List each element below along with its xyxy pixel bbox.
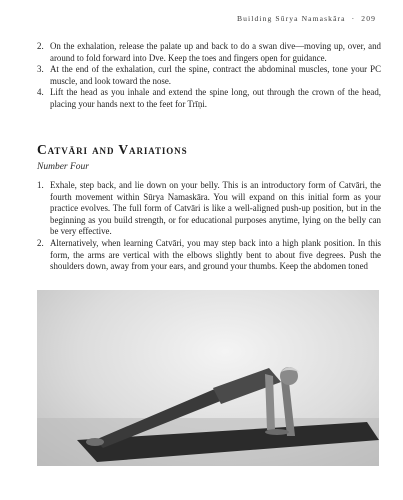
list-item-number: 1. xyxy=(37,180,44,190)
list-item-number: 2. xyxy=(37,41,44,51)
running-head xyxy=(237,14,376,23)
list-item-number: 3. xyxy=(37,64,44,75)
list-item-text: On the exhalation, release the palate up and back to do a swan dive—moving up, over, and around to fold forward into Dve. Keep the toes and fingers open for guidance. xyxy=(50,41,381,63)
page-number: 209 xyxy=(361,14,376,23)
list-item-text: At the end of the exhalation, curl the spine, contract the abdominal muscles, tone your PC muscle, and look toward the nose. xyxy=(50,64,381,86)
list-item-text: Exhale, step back, and lie down on your belly. This is an introductory form of Catvāri, the fourth movement within Sūrya Namaskāra. You will expand on this initial form as your practice evolves. The full form of Catvāri is like a well-aligned push-up position, but in the beginning as you build strength, or for educational purposes anytime, lying on the belly can be very effective. xyxy=(50,180,381,237)
numbered-list-section xyxy=(37,180,381,273)
list-item-text: Lift the head as you inhale and extend the spine long, out through the crown of the head, placing your hands next to the feet for Trīṇi. xyxy=(50,87,381,109)
list-item xyxy=(37,180,381,238)
list-item-text: Alternatively, when learning Catvāri, you may step back into a high plank position. In this form, the arms are vertical with the elbows slightly bent to about five degrees. Push the shoulders down, away from your ears, and ground your thumbs. Keep the abdomen toned xyxy=(50,237,381,272)
section-subtitle: Number Four xyxy=(37,162,89,172)
list-item-number: 2. xyxy=(37,237,44,248)
list-item xyxy=(37,87,381,110)
running-title: Building Sūrya Namaskāra xyxy=(237,14,346,23)
feet xyxy=(86,438,104,446)
list-item xyxy=(37,238,381,273)
numbered-list-continued xyxy=(37,41,381,111)
section-heading: Catvāri and Variations xyxy=(37,142,188,157)
plank-pose-photo xyxy=(37,290,379,466)
list-item xyxy=(37,64,381,87)
header-separator: · xyxy=(351,14,356,23)
plank-pose-illustration xyxy=(37,290,379,466)
list-item-number: 4. xyxy=(37,87,44,98)
hands xyxy=(265,429,289,435)
list-item xyxy=(37,41,381,64)
